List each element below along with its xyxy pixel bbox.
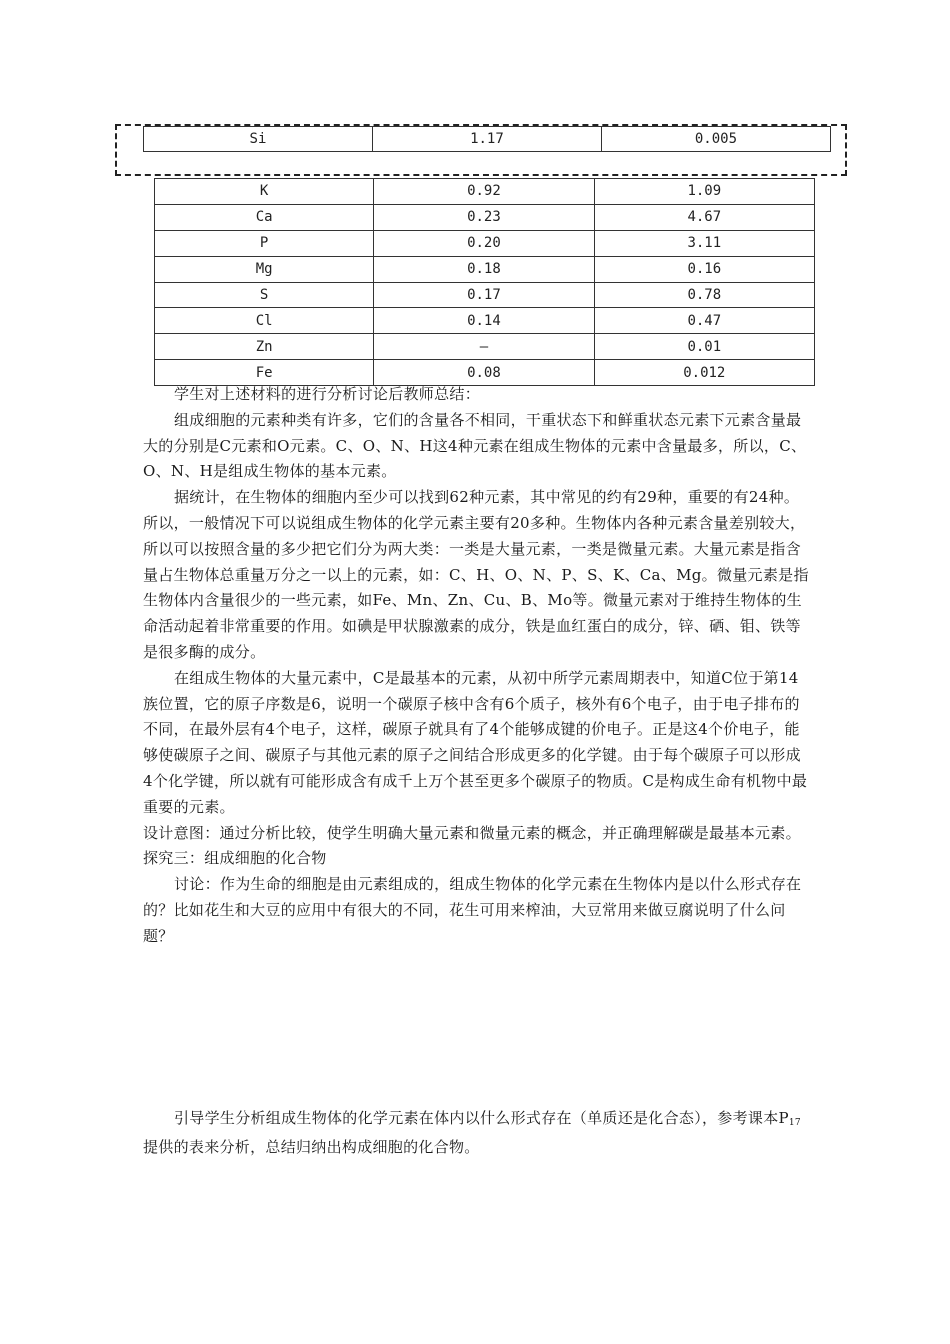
table-row [155,334,815,360]
dry-weight-cell: 0.92 [374,179,594,205]
fresh-weight-cell: 3.11 [594,230,814,256]
paragraph-basic-elements: 组成细胞的元素种类有许多，它们的含量各不相同，干重状态下和鲜重状态元素下元素含量最大的分别是C元素和O元素。C、O、N、H这4种元素在组成生物体的元素中含量最多，所以，C、O、N、H是组成生物体的基本元素。 [143,410,807,481]
table-row [155,282,815,308]
top-table [143,126,831,152]
fresh-weight-cell: 4.67 [594,204,814,230]
dry-weight-cell: 0.23 [374,204,594,230]
element-cell: Fe [155,360,374,386]
summary-intro: 学生对上述材料的进行分析讨论后教师总结： [174,385,481,403]
guidance-text [143,1106,810,1161]
dry-weight-cell: 1.17 [372,127,601,152]
table-row [155,256,815,282]
page-subscript: 17 [788,1118,801,1128]
dry-weight-cell: 0.17 [374,282,594,308]
fresh-weight-cell: 1.09 [594,179,814,205]
fresh-weight-cell: 0.16 [594,256,814,282]
element-cell: Cl [155,308,374,334]
fresh-weight-cell: 0.01 [594,334,814,360]
dry-weight-cell: 0.08 [374,360,594,386]
element-cell: Si [144,127,373,152]
fresh-weight-cell: 0.78 [594,282,814,308]
element-cell: Mg [155,256,374,282]
element-content-table [154,178,815,386]
paragraph-carbon: 在组成生物体的大量元素中，C是最基本的元素，从初中所学元素周期表中，知道C位于第14族位置，它的原子序数是6，说明一个碳原子核中含有6个质子，核外有6个电子，由于电子排布的不同，在最外层有4个电子，这样，碳原子就具有了4个能够成键的价电子。正是这4个价电子，能够使碳原子之间、碳原子与其他元素的原子之间结合形成更多的化学键。由于每个碳原子可以形成4个化学键，所以就有可能形成含有成千上万个甚至更多个碳原子的物质。C是构成生命有机物中最重要的元素。 [143,668,808,816]
guidance-paragraph [143,1106,810,1161]
dry-weight-cell: 0.20 [374,230,594,256]
guidance-text-part2: 提供的表来分析，总结归纳出构成细胞的化合物。 [143,1137,480,1156]
section-heading: 探究三：组成细胞的化合物 [143,849,327,868]
table-row [155,179,815,205]
element-cell: P [155,230,374,256]
dry-weight-cell: 0.18 [374,256,594,282]
element-cell: S [155,282,374,308]
dry-weight-cell: 0.14 [374,308,594,334]
element-cell: Ca [155,204,374,230]
dry-weight-cell: — [374,334,594,360]
body-text [143,382,810,950]
table-row [155,308,815,334]
design-intent: 设计意图：通过分析比较，使学生明确大量元素和微量元素的概念，并正确理解碳是最基本元素。 [143,823,801,842]
fresh-weight-cell: 0.005 [601,127,830,152]
fresh-weight-cell: 0.47 [594,308,814,334]
guidance-text-part1: 引导学生分析组成生物体的化学元素在体内以什么形式存在（单质还是化合态），参考课本P [174,1109,789,1127]
table-row [155,230,815,256]
fresh-weight-cell: 0.012 [594,360,814,386]
paragraph-element-classes: 据统计，在生物体的细胞内至少可以找到62种元素，其中常见的约有29种，重要的有24种。所以，一般情况下可以说组成生物体的化学元素主要有20多种。生物体内各种元素含量差别较大，所以可以按照含量的多少把它们分为两大类：一类是大量元素，一类是微量元素。大量元素是指含量占生物体总重量万分之一以上的元素，如：C、H、O、N、P、S、K、Ca、Mg。微量元素是指生物体内含量很少的一些元素，如Fe、Mn、Zn、Cu、B、Mo等。微量元素对于维持生物体的生命活动起着非常重要的作用。如碘是甲状腺激素的成分，铁是血红蛋白的成分，锌、硒、钼、铁等是很多酶的成分。 [143,488,809,661]
element-cell: Zn [155,334,374,360]
table-row [155,204,815,230]
table-row [144,127,831,152]
discussion-question: 讨论：作为生命的细胞是由元素组成的，组成生物体的化学元素在生物体内是以什么形式存在的？比如花生和大豆的应用中有很大的不同，花生可用来榨油，大豆常用来做豆腐说明了什么问题？ [143,875,802,945]
element-cell: K [155,179,374,205]
